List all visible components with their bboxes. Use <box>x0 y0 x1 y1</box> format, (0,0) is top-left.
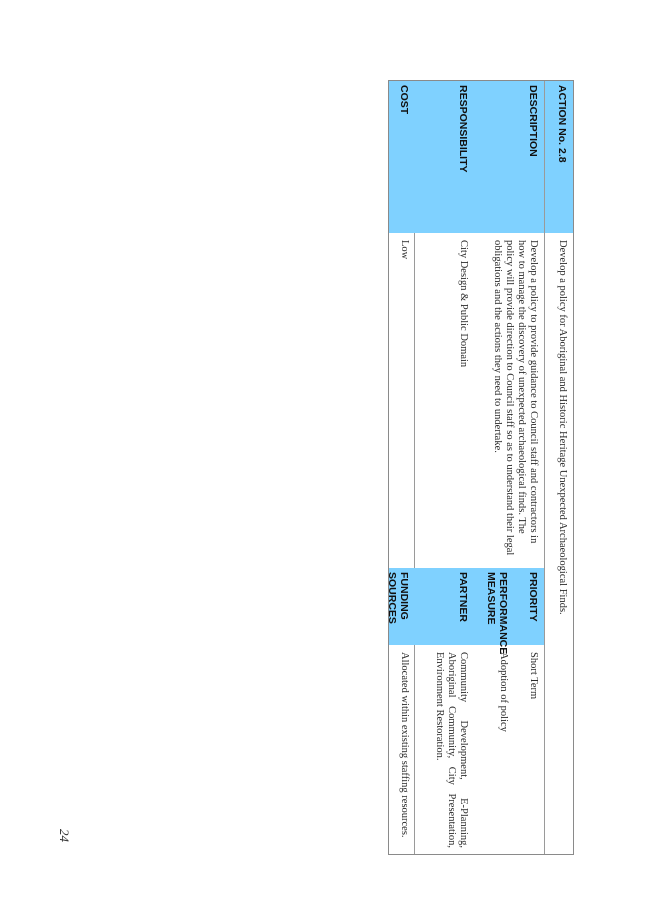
action-label: ACTION No. 2.8 <box>545 81 573 233</box>
partner-value: Community Development, E-Planning, Aboriginal Community, City Presentation, Environment Restoration. <box>434 652 469 848</box>
description-text: Develop a policy to provide guidance to Council staff and contractors in how to manage the discovery of unexpected archaeological finds. The policy will provide direction to Council staff so as to understand their legal obligations and the actions they need to undertake. <box>492 240 539 556</box>
action-table <box>388 80 574 855</box>
partner-label: PARTNER <box>415 568 474 645</box>
priority-label: PRIORITY <box>514 568 544 645</box>
cost-label: COST <box>389 81 415 233</box>
page-number: 24 <box>57 829 72 842</box>
responsibility-label: RESPONSIBILITY <box>415 81 474 233</box>
row-divider <box>544 81 545 854</box>
action-title: Develop a policy for Aboriginal and Historic Heritage Unexpected Archaeological Finds. <box>557 240 568 615</box>
rotated-page-content <box>388 80 574 855</box>
cost-value: Low <box>399 240 410 260</box>
funding-label: FUNDING SOURCES <box>389 568 415 645</box>
performance-label: PERFORMANCE MEASURE <box>474 568 514 645</box>
description-label: DESCRIPTION <box>474 81 544 233</box>
funding-value: Allocated within existing staffing resources. <box>399 652 410 838</box>
responsibility-value: City Design & Public Domain <box>458 240 469 368</box>
priority-value: Short Term <box>528 652 539 700</box>
performance-value: Adoption of policy <box>498 652 509 732</box>
